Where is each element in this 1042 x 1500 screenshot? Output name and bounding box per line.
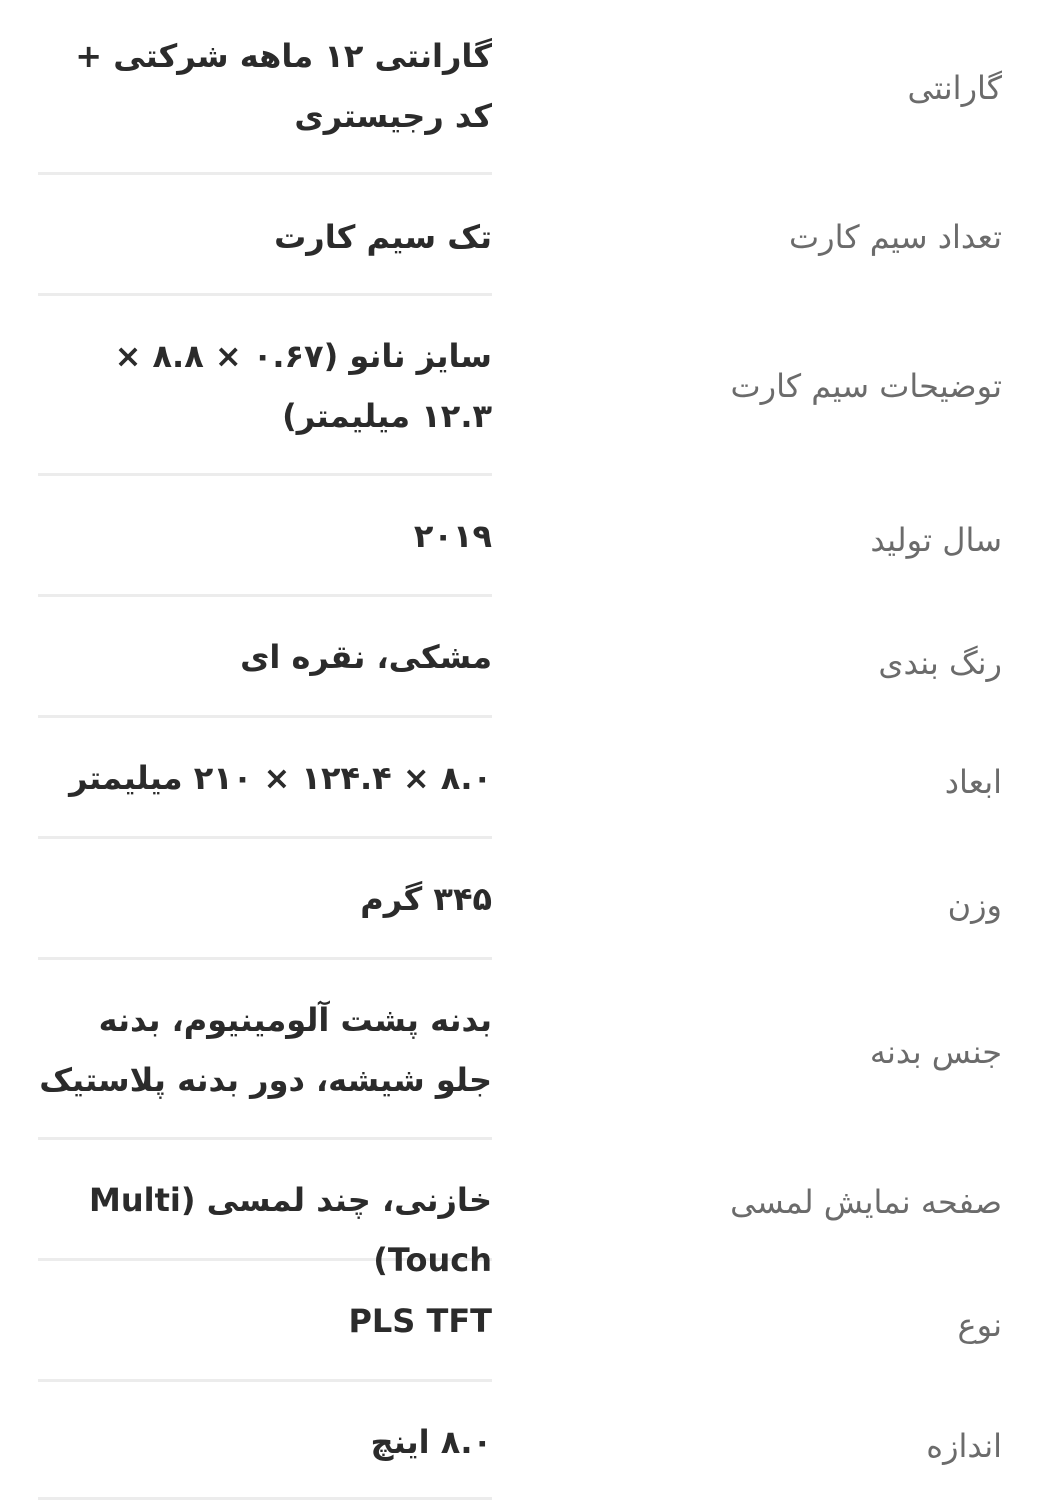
spec-label: ابعاد bbox=[944, 763, 1002, 801]
spec-row-warranty bbox=[0, 0, 1042, 175]
spec-label: گارانتی bbox=[907, 69, 1002, 107]
spec-label: جنس بدنه bbox=[869, 1033, 1002, 1071]
spec-value: ۸.۰ اینچ bbox=[370, 1423, 492, 1461]
spec-value-cell bbox=[38, 718, 492, 839]
spec-value: مشکی، نقره ای bbox=[240, 638, 492, 676]
spec-value: تک سیم کارت bbox=[274, 218, 492, 256]
spec-value-cell bbox=[38, 960, 492, 1140]
spec-row-production-year bbox=[0, 476, 1042, 597]
spec-label: نوع bbox=[957, 1306, 1002, 1344]
spec-value: ۲۰۱۹ bbox=[413, 517, 492, 555]
spec-row-weight bbox=[0, 839, 1042, 960]
spec-value: گارانتی ۱۲ ماهه شرکتی + کد رجیستری bbox=[75, 37, 492, 135]
spec-value: PLS TFT bbox=[348, 1302, 492, 1340]
spec-value-cell bbox=[38, 476, 492, 597]
spec-row-panel-type bbox=[0, 1261, 1042, 1382]
spec-value-cell bbox=[38, 296, 492, 476]
spec-value: بدنه پشت آلومینیوم، بدنه جلو شیشه، دور بدنه پلاستیک bbox=[39, 1001, 492, 1099]
spec-row-sim-description bbox=[0, 296, 1042, 476]
spec-value: سایز نانو (۰.۶۷ × ۸.۸ × ۱۲.۳ میلیمتر) bbox=[114, 337, 492, 435]
spec-label: سال تولید bbox=[870, 521, 1002, 559]
spec-value: ۸.۰ × ۱۲۴.۴ × ۲۱۰ میلیمتر bbox=[69, 759, 492, 797]
spec-label: تعداد سیم کارت bbox=[789, 218, 1002, 256]
spec-label: اندازه bbox=[926, 1427, 1002, 1465]
spec-label: وزن bbox=[947, 886, 1002, 924]
spec-row-screen-size bbox=[0, 1382, 1042, 1500]
spec-row-sim-count bbox=[0, 175, 1042, 296]
spec-value-cell bbox=[38, 0, 492, 175]
spec-row-dimensions bbox=[0, 718, 1042, 839]
spec-row-body-material bbox=[0, 960, 1042, 1140]
spec-row-colors bbox=[0, 597, 1042, 718]
spec-value-cell bbox=[38, 839, 492, 960]
spec-value-cell bbox=[38, 175, 492, 296]
spec-value: خازنی، چند لمسی (Multi Touch) bbox=[89, 1181, 492, 1279]
spec-value-cell bbox=[38, 1261, 492, 1382]
spec-value: ۳۴۵ گرم bbox=[360, 880, 492, 918]
spec-value-cell bbox=[38, 1140, 492, 1279]
spec-label: رنگ بندی bbox=[878, 644, 1002, 682]
spec-value-cell bbox=[38, 1382, 492, 1500]
spec-value-cell bbox=[38, 597, 492, 718]
spec-label: صفحه نمایش لمسی bbox=[730, 1183, 1002, 1221]
spec-label: توضیحات سیم کارت bbox=[730, 367, 1002, 405]
spec-row-touch-screen bbox=[0, 1140, 1042, 1279]
